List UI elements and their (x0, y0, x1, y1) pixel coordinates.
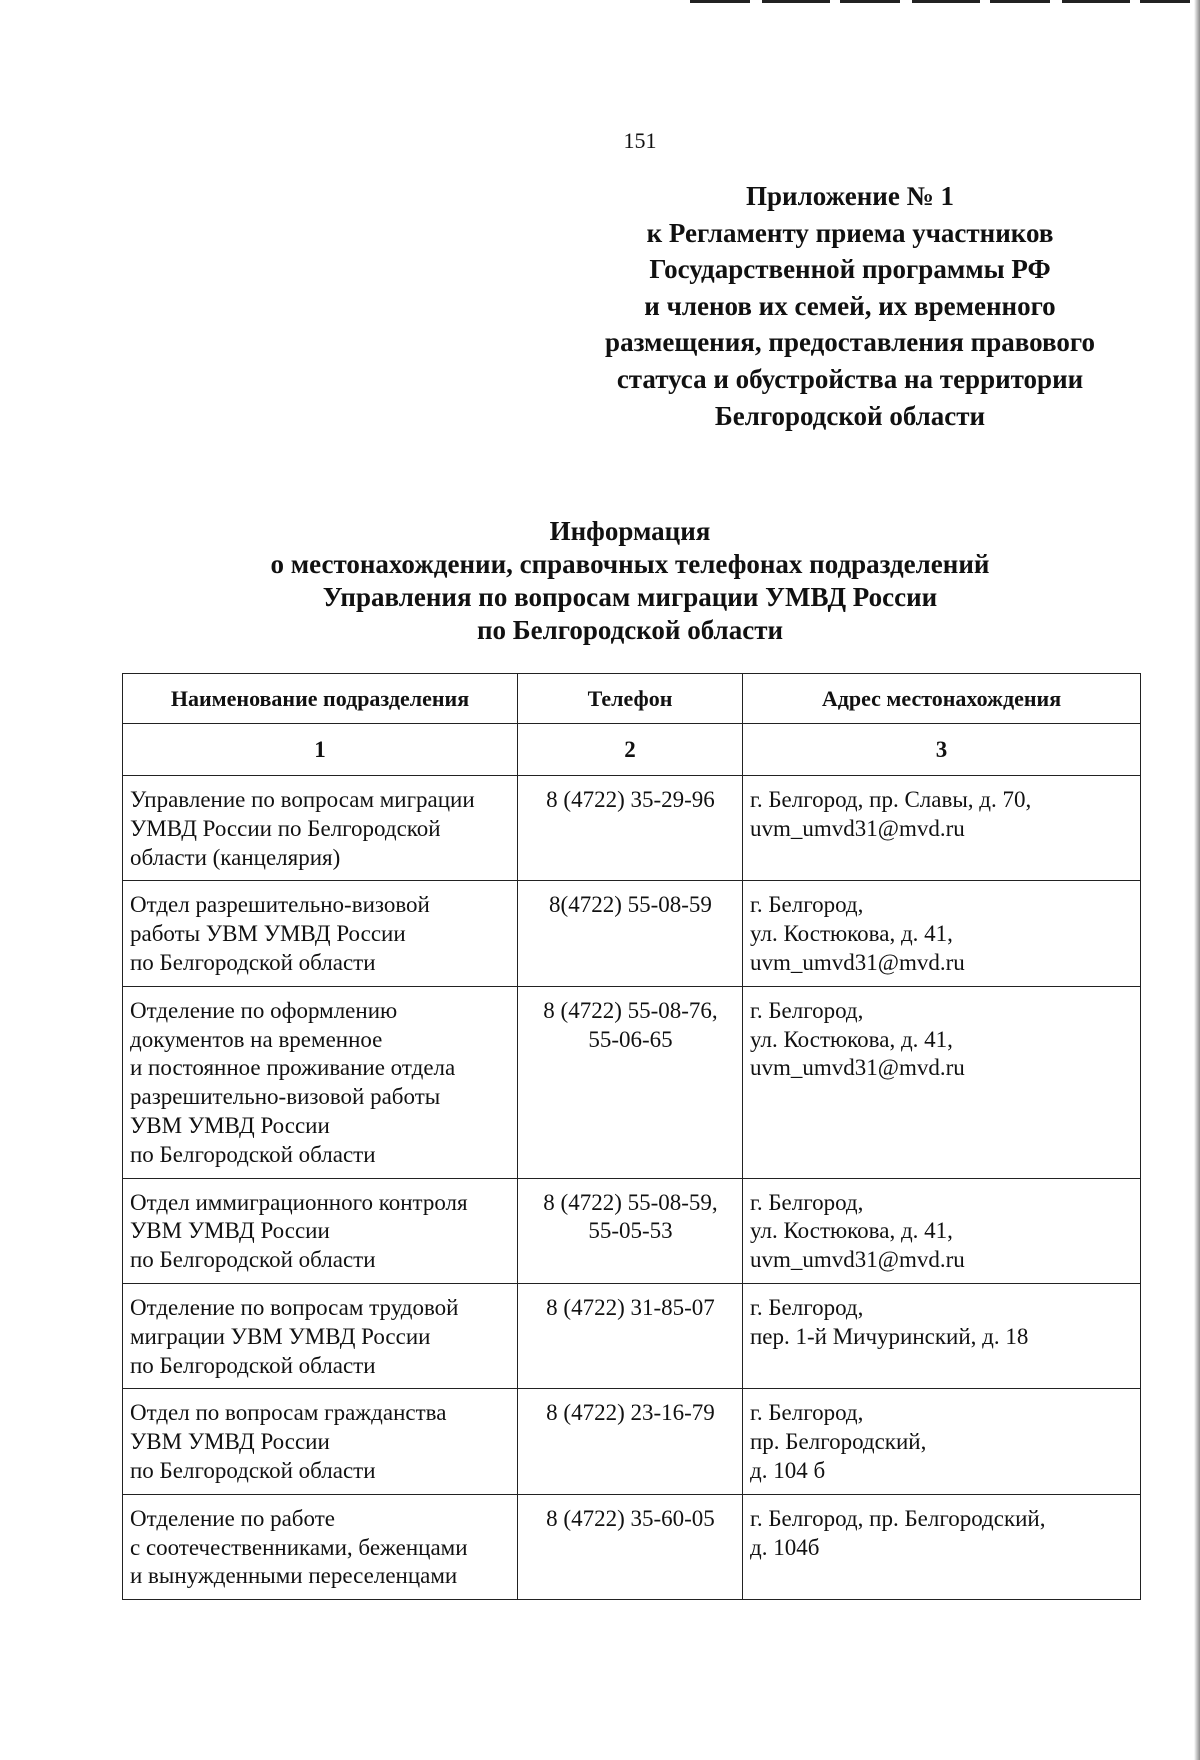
department-phone: 8 (4722) 55-08-76, 55-06-65 (518, 986, 743, 1178)
column-number: 3 (743, 724, 1141, 776)
appendix-line: Государственной программы РФ (649, 254, 1051, 285)
appendix-block (560, 178, 1140, 434)
department-address: г. Белгород, ул. Костюкова, д. 41, uvm_umvd31@mvd.ru (743, 881, 1141, 986)
header-address: Адрес местонахождения (743, 674, 1141, 724)
header-phone: Телефон (518, 674, 743, 724)
appendix-line: и членов их семей, их временного (644, 290, 1056, 321)
departments-table (122, 673, 1141, 1600)
table-row (123, 881, 1141, 986)
table-row (123, 1494, 1141, 1599)
heading-line: о местонахождении, справочных телефонах подразделений (270, 549, 990, 579)
document-heading (120, 515, 1140, 647)
scan-right-edge (1194, 0, 1200, 1760)
appendix-line: к Регламенту приема участников (646, 217, 1054, 248)
appendix-line: Белгородской области (714, 400, 986, 431)
table-row (123, 1389, 1141, 1494)
appendix-line: размещения, предоставления правового (605, 327, 1095, 358)
department-address: г. Белгород, ул. Костюкова, д. 41, uvm_umvd31@mvd.ru (743, 1178, 1141, 1283)
heading-line: Управления по вопросам миграции УМВД России (322, 582, 938, 612)
department-address: г. Белгород, пр. Белгородский, д. 104 б (743, 1389, 1141, 1494)
department-address: г. Белгород, ул. Костюкова, д. 41, uvm_umvd31@mvd.ru (743, 986, 1141, 1178)
department-name: Отделение по оформлению документов на временное и постоянное проживание отдела разрешительно-визовой работы УВМ УМВД России по Белгородской области (123, 986, 518, 1178)
department-name: Отдел разрешительно-визовой работы УВМ УМВД России по Белгородской области (123, 881, 518, 986)
department-address: г. Белгород, пр. Славы, д. 70, uvm_umvd31@mvd.ru (743, 776, 1141, 881)
department-address: г. Белгород, пер. 1-й Мичуринский, д. 18 (743, 1283, 1141, 1388)
department-phone: 8 (4722) 55-08-59, 55-05-53 (518, 1178, 743, 1283)
table-header-row (123, 674, 1141, 724)
department-name: Отделение по вопросам трудовой миграции УВМ УМВД России по Белгородской области (123, 1283, 518, 1388)
department-phone: 8(4722) 55-08-59 (518, 881, 743, 986)
heading-line: по Белгородской области (476, 615, 784, 645)
table-row (123, 776, 1141, 881)
department-address: г. Белгород, пр. Белгородский, д. 104б (743, 1494, 1141, 1599)
department-phone: 8 (4722) 31-85-07 (518, 1283, 743, 1388)
page-number: 151 (623, 128, 657, 153)
table-row (123, 1283, 1141, 1388)
appendix-line: статуса и обустройства на территории (616, 363, 1084, 394)
table-row (123, 1178, 1141, 1283)
column-number: 1 (123, 724, 518, 776)
department-name: Отдел иммиграционного контроля УВМ УМВД России по Белгородской области (123, 1178, 518, 1283)
heading-title: Информация (549, 516, 711, 546)
department-name: Отдел по вопросам гражданства УВМ УМВД России по Белгородской области (123, 1389, 518, 1494)
department-phone: 8 (4722) 23-16-79 (518, 1389, 743, 1494)
column-number: 2 (518, 724, 743, 776)
department-phone: 8 (4722) 35-29-96 (518, 776, 743, 881)
department-name: Отделение по работе с соотечественниками, беженцами и вынужденными переселенцами (123, 1494, 518, 1599)
department-phone: 8 (4722) 35-60-05 (518, 1494, 743, 1599)
scan-top-rule (690, 0, 1190, 3)
department-name: Управление по вопросам миграции УМВД России по Белгородской области (канцелярия) (123, 776, 518, 881)
header-name: Наименование подразделения (123, 674, 518, 724)
appendix-line: Приложение № 1 (746, 181, 954, 211)
column-number-row (123, 724, 1141, 776)
table-row (123, 986, 1141, 1178)
